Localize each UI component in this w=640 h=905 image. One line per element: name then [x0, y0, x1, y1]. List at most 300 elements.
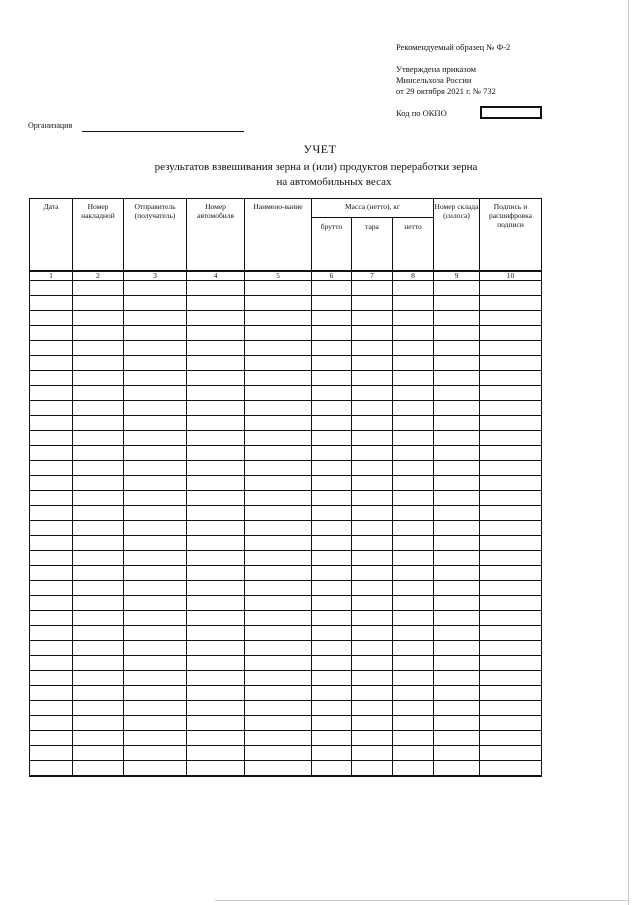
table-cell[interactable]	[434, 461, 480, 476]
table-cell[interactable]	[30, 326, 73, 341]
table-cell[interactable]	[352, 656, 393, 671]
table-cell[interactable]	[312, 581, 352, 596]
table-cell[interactable]	[434, 701, 480, 716]
table-cell[interactable]	[30, 566, 73, 581]
table-cell[interactable]	[245, 731, 312, 746]
table-cell[interactable]	[187, 701, 245, 716]
table-cell[interactable]	[187, 641, 245, 656]
table-cell[interactable]	[30, 536, 73, 551]
table-cell[interactable]	[73, 581, 124, 596]
table-cell[interactable]	[434, 641, 480, 656]
table-cell[interactable]	[312, 626, 352, 641]
table-cell[interactable]	[312, 281, 352, 296]
table-cell[interactable]	[312, 491, 352, 506]
table-cell[interactable]	[312, 521, 352, 536]
table-cell[interactable]	[312, 566, 352, 581]
table-cell[interactable]	[312, 401, 352, 416]
table-cell[interactable]	[434, 551, 480, 566]
table-cell[interactable]	[352, 671, 393, 686]
table-cell[interactable]	[393, 386, 434, 401]
table-cell[interactable]	[187, 671, 245, 686]
table-cell[interactable]	[30, 641, 73, 656]
table-cell[interactable]	[393, 746, 434, 761]
table-cell[interactable]	[245, 296, 312, 311]
table-cell[interactable]	[480, 581, 542, 596]
table-cell[interactable]	[245, 386, 312, 401]
table-cell[interactable]	[187, 596, 245, 611]
table-cell[interactable]	[73, 761, 124, 777]
table-cell[interactable]	[73, 386, 124, 401]
table-cell[interactable]	[434, 416, 480, 431]
table-cell[interactable]	[245, 536, 312, 551]
table-cell[interactable]	[73, 701, 124, 716]
table-cell[interactable]	[187, 611, 245, 626]
table-cell[interactable]	[245, 326, 312, 341]
table-cell[interactable]	[480, 761, 542, 777]
table-cell[interactable]	[312, 296, 352, 311]
table-cell[interactable]	[245, 431, 312, 446]
table-cell[interactable]	[30, 581, 73, 596]
table-cell[interactable]	[73, 551, 124, 566]
table-cell[interactable]	[434, 326, 480, 341]
table-cell[interactable]	[245, 671, 312, 686]
table-cell[interactable]	[434, 686, 480, 701]
table-cell[interactable]	[393, 461, 434, 476]
table-cell[interactable]	[187, 731, 245, 746]
table-cell[interactable]	[124, 446, 187, 461]
table-cell[interactable]	[187, 341, 245, 356]
table-cell[interactable]	[187, 326, 245, 341]
table-cell[interactable]	[30, 746, 73, 761]
table-cell[interactable]	[352, 686, 393, 701]
table-cell[interactable]	[30, 551, 73, 566]
table-cell[interactable]	[393, 476, 434, 491]
table-cell[interactable]	[352, 311, 393, 326]
table-cell[interactable]	[352, 701, 393, 716]
table-cell[interactable]	[352, 536, 393, 551]
table-cell[interactable]	[73, 416, 124, 431]
table-cell[interactable]	[480, 686, 542, 701]
table-cell[interactable]	[124, 311, 187, 326]
table-cell[interactable]	[30, 701, 73, 716]
table-cell[interactable]	[393, 416, 434, 431]
table-cell[interactable]	[480, 476, 542, 491]
table-cell[interactable]	[245, 341, 312, 356]
table-cell[interactable]	[352, 611, 393, 626]
table-cell[interactable]	[393, 341, 434, 356]
table-cell[interactable]	[352, 431, 393, 446]
okpo-code-field[interactable]	[480, 106, 542, 119]
table-cell[interactable]	[312, 431, 352, 446]
table-cell[interactable]	[73, 461, 124, 476]
table-cell[interactable]	[187, 296, 245, 311]
table-cell[interactable]	[30, 521, 73, 536]
table-cell[interactable]	[73, 371, 124, 386]
table-cell[interactable]	[312, 716, 352, 731]
table-cell[interactable]	[393, 401, 434, 416]
table-cell[interactable]	[245, 356, 312, 371]
table-cell[interactable]	[245, 641, 312, 656]
table-cell[interactable]	[73, 446, 124, 461]
table-cell[interactable]	[124, 626, 187, 641]
table-cell[interactable]	[312, 371, 352, 386]
table-cell[interactable]	[434, 596, 480, 611]
table-cell[interactable]	[434, 731, 480, 746]
table-cell[interactable]	[124, 716, 187, 731]
table-cell[interactable]	[73, 566, 124, 581]
table-cell[interactable]	[73, 731, 124, 746]
table-cell[interactable]	[393, 731, 434, 746]
table-cell[interactable]	[312, 551, 352, 566]
table-cell[interactable]	[124, 386, 187, 401]
table-cell[interactable]	[393, 701, 434, 716]
table-cell[interactable]	[245, 551, 312, 566]
table-cell[interactable]	[312, 506, 352, 521]
table-cell[interactable]	[124, 506, 187, 521]
table-cell[interactable]	[124, 731, 187, 746]
table-cell[interactable]	[245, 446, 312, 461]
table-cell[interactable]	[187, 416, 245, 431]
table-cell[interactable]	[352, 626, 393, 641]
table-cell[interactable]	[480, 596, 542, 611]
table-cell[interactable]	[245, 611, 312, 626]
table-cell[interactable]	[124, 326, 187, 341]
table-cell[interactable]	[434, 716, 480, 731]
table-cell[interactable]	[73, 401, 124, 416]
table-cell[interactable]	[480, 641, 542, 656]
table-cell[interactable]	[480, 731, 542, 746]
table-cell[interactable]	[245, 311, 312, 326]
table-cell[interactable]	[480, 341, 542, 356]
table-cell[interactable]	[245, 596, 312, 611]
table-cell[interactable]	[245, 566, 312, 581]
table-cell[interactable]	[434, 671, 480, 686]
table-cell[interactable]	[187, 491, 245, 506]
table-cell[interactable]	[393, 431, 434, 446]
table-cell[interactable]	[124, 611, 187, 626]
table-cell[interactable]	[393, 686, 434, 701]
table-cell[interactable]	[187, 401, 245, 416]
table-cell[interactable]	[30, 311, 73, 326]
table-cell[interactable]	[73, 476, 124, 491]
table-cell[interactable]	[352, 491, 393, 506]
table-cell[interactable]	[30, 476, 73, 491]
table-cell[interactable]	[480, 506, 542, 521]
table-cell[interactable]	[480, 356, 542, 371]
table-cell[interactable]	[480, 416, 542, 431]
table-cell[interactable]	[245, 746, 312, 761]
table-cell[interactable]	[312, 446, 352, 461]
table-cell[interactable]	[245, 656, 312, 671]
table-cell[interactable]	[30, 731, 73, 746]
table-cell[interactable]	[393, 611, 434, 626]
table-cell[interactable]	[124, 596, 187, 611]
table-cell[interactable]	[30, 686, 73, 701]
table-cell[interactable]	[480, 656, 542, 671]
table-cell[interactable]	[30, 401, 73, 416]
table-cell[interactable]	[434, 296, 480, 311]
table-cell[interactable]	[434, 431, 480, 446]
table-cell[interactable]	[352, 371, 393, 386]
table-cell[interactable]	[124, 656, 187, 671]
table-cell[interactable]	[393, 596, 434, 611]
table-cell[interactable]	[73, 671, 124, 686]
table-cell[interactable]	[480, 551, 542, 566]
table-cell[interactable]	[480, 431, 542, 446]
table-cell[interactable]	[352, 416, 393, 431]
table-cell[interactable]	[480, 671, 542, 686]
table-cell[interactable]	[352, 476, 393, 491]
table-cell[interactable]	[187, 506, 245, 521]
table-cell[interactable]	[434, 761, 480, 777]
table-cell[interactable]	[312, 596, 352, 611]
table-cell[interactable]	[312, 731, 352, 746]
table-cell[interactable]	[312, 461, 352, 476]
table-cell[interactable]	[245, 761, 312, 777]
table-cell[interactable]	[124, 641, 187, 656]
table-cell[interactable]	[480, 281, 542, 296]
table-cell[interactable]	[30, 296, 73, 311]
table-cell[interactable]	[30, 491, 73, 506]
table-cell[interactable]	[124, 551, 187, 566]
table-cell[interactable]	[393, 521, 434, 536]
table-cell[interactable]	[187, 446, 245, 461]
table-cell[interactable]	[393, 506, 434, 521]
table-cell[interactable]	[124, 746, 187, 761]
table-cell[interactable]	[73, 626, 124, 641]
table-cell[interactable]	[30, 341, 73, 356]
table-cell[interactable]	[124, 476, 187, 491]
table-cell[interactable]	[73, 716, 124, 731]
table-cell[interactable]	[73, 491, 124, 506]
table-cell[interactable]	[187, 716, 245, 731]
table-cell[interactable]	[187, 386, 245, 401]
table-cell[interactable]	[352, 731, 393, 746]
table-cell[interactable]	[245, 476, 312, 491]
table-cell[interactable]	[30, 461, 73, 476]
table-cell[interactable]	[187, 536, 245, 551]
table-cell[interactable]	[73, 506, 124, 521]
table-cell[interactable]	[245, 626, 312, 641]
table-cell[interactable]	[124, 461, 187, 476]
table-cell[interactable]	[352, 401, 393, 416]
table-cell[interactable]	[434, 611, 480, 626]
table-cell[interactable]	[187, 476, 245, 491]
table-cell[interactable]	[393, 551, 434, 566]
table-cell[interactable]	[73, 611, 124, 626]
table-cell[interactable]	[30, 626, 73, 641]
table-cell[interactable]	[352, 596, 393, 611]
table-cell[interactable]	[245, 461, 312, 476]
table-cell[interactable]	[30, 386, 73, 401]
table-cell[interactable]	[434, 626, 480, 641]
table-cell[interactable]	[434, 491, 480, 506]
table-cell[interactable]	[434, 401, 480, 416]
table-cell[interactable]	[434, 311, 480, 326]
table-cell[interactable]	[434, 476, 480, 491]
table-cell[interactable]	[124, 581, 187, 596]
table-cell[interactable]	[187, 431, 245, 446]
table-cell[interactable]	[393, 281, 434, 296]
table-cell[interactable]	[187, 356, 245, 371]
table-cell[interactable]	[312, 311, 352, 326]
organization-field[interactable]	[82, 131, 244, 132]
table-cell[interactable]	[480, 521, 542, 536]
table-cell[interactable]	[352, 566, 393, 581]
table-cell[interactable]	[434, 446, 480, 461]
table-cell[interactable]	[124, 761, 187, 777]
table-cell[interactable]	[124, 431, 187, 446]
table-cell[interactable]	[187, 281, 245, 296]
table-cell[interactable]	[124, 281, 187, 296]
table-cell[interactable]	[312, 671, 352, 686]
table-cell[interactable]	[352, 506, 393, 521]
table-cell[interactable]	[187, 566, 245, 581]
table-cell[interactable]	[352, 326, 393, 341]
table-cell[interactable]	[312, 656, 352, 671]
table-cell[interactable]	[187, 626, 245, 641]
table-cell[interactable]	[30, 611, 73, 626]
table-cell[interactable]	[434, 566, 480, 581]
table-cell[interactable]	[73, 521, 124, 536]
table-cell[interactable]	[393, 761, 434, 777]
table-cell[interactable]	[30, 761, 73, 777]
table-cell[interactable]	[434, 281, 480, 296]
table-cell[interactable]	[312, 641, 352, 656]
table-cell[interactable]	[73, 326, 124, 341]
table-cell[interactable]	[480, 701, 542, 716]
table-cell[interactable]	[245, 371, 312, 386]
table-cell[interactable]	[187, 656, 245, 671]
table-cell[interactable]	[480, 326, 542, 341]
table-cell[interactable]	[73, 596, 124, 611]
table-cell[interactable]	[187, 311, 245, 326]
table-cell[interactable]	[312, 701, 352, 716]
table-cell[interactable]	[124, 491, 187, 506]
table-cell[interactable]	[434, 746, 480, 761]
table-cell[interactable]	[124, 566, 187, 581]
table-cell[interactable]	[30, 716, 73, 731]
table-cell[interactable]	[352, 521, 393, 536]
table-cell[interactable]	[124, 701, 187, 716]
table-cell[interactable]	[393, 356, 434, 371]
table-cell[interactable]	[480, 401, 542, 416]
table-cell[interactable]	[393, 656, 434, 671]
table-cell[interactable]	[245, 281, 312, 296]
table-cell[interactable]	[187, 761, 245, 777]
table-cell[interactable]	[30, 416, 73, 431]
table-cell[interactable]	[245, 716, 312, 731]
table-cell[interactable]	[480, 296, 542, 311]
table-cell[interactable]	[393, 536, 434, 551]
table-cell[interactable]	[393, 371, 434, 386]
table-cell[interactable]	[187, 746, 245, 761]
table-cell[interactable]	[245, 401, 312, 416]
table-cell[interactable]	[312, 341, 352, 356]
table-cell[interactable]	[312, 686, 352, 701]
table-cell[interactable]	[187, 461, 245, 476]
table-cell[interactable]	[73, 686, 124, 701]
table-cell[interactable]	[393, 446, 434, 461]
table-cell[interactable]	[312, 326, 352, 341]
table-cell[interactable]	[480, 716, 542, 731]
table-cell[interactable]	[480, 626, 542, 641]
table-cell[interactable]	[245, 506, 312, 521]
table-cell[interactable]	[124, 671, 187, 686]
table-cell[interactable]	[480, 566, 542, 581]
table-cell[interactable]	[434, 506, 480, 521]
table-cell[interactable]	[352, 551, 393, 566]
table-cell[interactable]	[480, 446, 542, 461]
table-cell[interactable]	[73, 746, 124, 761]
table-cell[interactable]	[434, 536, 480, 551]
table-cell[interactable]	[480, 386, 542, 401]
table-cell[interactable]	[352, 761, 393, 777]
table-cell[interactable]	[73, 296, 124, 311]
table-cell[interactable]	[187, 551, 245, 566]
table-cell[interactable]	[245, 521, 312, 536]
table-cell[interactable]	[434, 581, 480, 596]
table-cell[interactable]	[434, 371, 480, 386]
table-cell[interactable]	[30, 596, 73, 611]
table-cell[interactable]	[312, 386, 352, 401]
table-cell[interactable]	[480, 461, 542, 476]
table-cell[interactable]	[352, 746, 393, 761]
table-cell[interactable]	[73, 341, 124, 356]
table-cell[interactable]	[480, 746, 542, 761]
table-cell[interactable]	[245, 686, 312, 701]
table-cell[interactable]	[312, 611, 352, 626]
table-cell[interactable]	[124, 521, 187, 536]
table-cell[interactable]	[124, 356, 187, 371]
table-cell[interactable]	[312, 536, 352, 551]
table-cell[interactable]	[124, 536, 187, 551]
table-cell[interactable]	[352, 641, 393, 656]
table-cell[interactable]	[124, 296, 187, 311]
table-cell[interactable]	[434, 386, 480, 401]
table-cell[interactable]	[124, 416, 187, 431]
table-cell[interactable]	[245, 701, 312, 716]
table-cell[interactable]	[393, 581, 434, 596]
table-cell[interactable]	[30, 356, 73, 371]
table-cell[interactable]	[352, 281, 393, 296]
table-cell[interactable]	[393, 671, 434, 686]
table-cell[interactable]	[187, 581, 245, 596]
table-cell[interactable]	[434, 656, 480, 671]
table-cell[interactable]	[30, 506, 73, 521]
table-cell[interactable]	[393, 626, 434, 641]
table-cell[interactable]	[480, 311, 542, 326]
table-cell[interactable]	[124, 341, 187, 356]
table-cell[interactable]	[434, 341, 480, 356]
table-cell[interactable]	[480, 491, 542, 506]
table-cell[interactable]	[124, 401, 187, 416]
table-cell[interactable]	[352, 296, 393, 311]
table-cell[interactable]	[73, 431, 124, 446]
table-cell[interactable]	[73, 536, 124, 551]
table-cell[interactable]	[352, 341, 393, 356]
table-cell[interactable]	[352, 446, 393, 461]
table-cell[interactable]	[73, 656, 124, 671]
table-cell[interactable]	[187, 686, 245, 701]
table-cell[interactable]	[245, 581, 312, 596]
table-cell[interactable]	[312, 746, 352, 761]
table-cell[interactable]	[480, 611, 542, 626]
table-cell[interactable]	[187, 371, 245, 386]
table-cell[interactable]	[393, 296, 434, 311]
table-cell[interactable]	[434, 521, 480, 536]
table-cell[interactable]	[312, 416, 352, 431]
